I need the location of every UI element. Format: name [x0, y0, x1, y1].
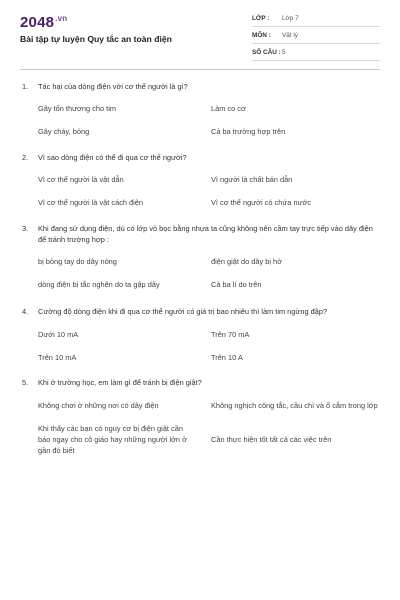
option-d[interactable]: Cần thực hiện tốt tất cả các việc trên — [211, 435, 332, 444]
question-head — [22, 377, 382, 388]
question-head — [22, 223, 382, 245]
header-divider — [20, 69, 380, 70]
option-grid — [38, 174, 382, 208]
question-number: 2. — [22, 153, 29, 162]
option-a[interactable]: Không chơi ở những nơi có dây điện — [38, 401, 159, 410]
meta-value: Lớp 7 — [282, 14, 299, 22]
question-1 — [22, 81, 382, 137]
question-head — [22, 81, 382, 92]
meta-value: 5 — [282, 48, 286, 56]
question-3 — [22, 223, 382, 290]
option-d[interactable]: Vì cơ thể người có chứa nước — [211, 198, 312, 207]
meta-label: MÔN : — [252, 31, 271, 39]
meta-row-class — [252, 10, 380, 27]
option-c[interactable]: Vì cơ thể người là vật cách điện — [38, 198, 144, 207]
option-d[interactable]: Cả ba trường hợp trên — [211, 127, 286, 136]
question-text: Tác hại của dòng điện với cơ thể người là gì? — [38, 82, 188, 91]
option-a[interactable]: Vì cơ thể người là vật dẫn — [38, 175, 124, 184]
option-grid — [38, 400, 382, 456]
question-head — [22, 152, 382, 163]
option-a[interactable]: bị bỏng tay do dây nóng — [38, 257, 117, 266]
worksheet-header — [0, 0, 400, 70]
question-text: Vì sao dòng điện có thể đi qua cơ thể người? — [38, 153, 187, 162]
option-b[interactable]: điện giật do dây bị hở — [211, 257, 283, 266]
meta-label: SỐ CÂU : — [252, 48, 281, 56]
question-number: 3. — [22, 224, 29, 233]
option-grid — [38, 256, 382, 290]
option-grid — [38, 103, 382, 137]
question-4 — [22, 306, 382, 363]
logo-main: 2048 — [20, 14, 55, 31]
meta-table — [252, 10, 380, 61]
question-2 — [22, 152, 382, 208]
logo-suffix: .vn — [55, 14, 68, 23]
meta-row-subject — [252, 27, 380, 44]
question-5 — [22, 377, 382, 456]
worksheet-title: Bài tập tự luyện Quy tắc an toàn điện — [20, 34, 172, 44]
meta-label: LỚP : — [252, 14, 270, 22]
meta-value: Vật lý — [282, 31, 298, 39]
question-number: 1. — [22, 82, 29, 91]
question-text: Khi đang sử dụng điện, dù có lớp vỏ bọc bằng nhựa ta cũng không nên cầm tay trực tiếp vào dây điện để tránh trường hợp : — [38, 224, 373, 244]
question-text: Cường độ dòng điện khi đi qua cơ thể người có giá trị bao nhiêu thì làm tim ngừng đập? — [38, 307, 328, 316]
option-c[interactable]: Trên 10 mA — [38, 353, 77, 362]
option-c[interactable]: Gây cháy, bỏng — [38, 127, 90, 136]
option-a[interactable]: Dưới 10 mA — [38, 330, 79, 339]
site-logo[interactable] — [20, 14, 67, 31]
option-b[interactable]: Làm co cơ — [211, 104, 246, 113]
option-b[interactable]: Trên 70 mA — [211, 330, 250, 339]
option-b[interactable]: Vì người là chất bán dẫn — [211, 175, 293, 184]
option-d[interactable]: Cả ba lí do trên — [211, 280, 262, 289]
option-a[interactable]: Gây tổn thương cho tim — [38, 104, 116, 113]
meta-row-count — [252, 44, 380, 61]
question-number: 5. — [22, 378, 29, 387]
question-head — [22, 306, 382, 317]
option-d[interactable]: Trên 10 A — [211, 353, 243, 362]
question-number: 4. — [22, 307, 29, 316]
option-c[interactable]: dòng điện bị tắc nghẽn do ta gập dây — [38, 280, 160, 289]
option-c[interactable]: Khi thấy các bạn có nguy cơ bị điện giật cần báo ngay cho cô giáo hay những người lớn ở gần đó biết — [38, 424, 187, 455]
option-b[interactable]: Không nghịch công tắc, cầu chì và ổ cắm trong lớp — [211, 401, 378, 410]
option-grid — [38, 329, 382, 363]
question-text: Khi ở trường học, em làm gì để tránh bị điện giật? — [38, 378, 202, 387]
